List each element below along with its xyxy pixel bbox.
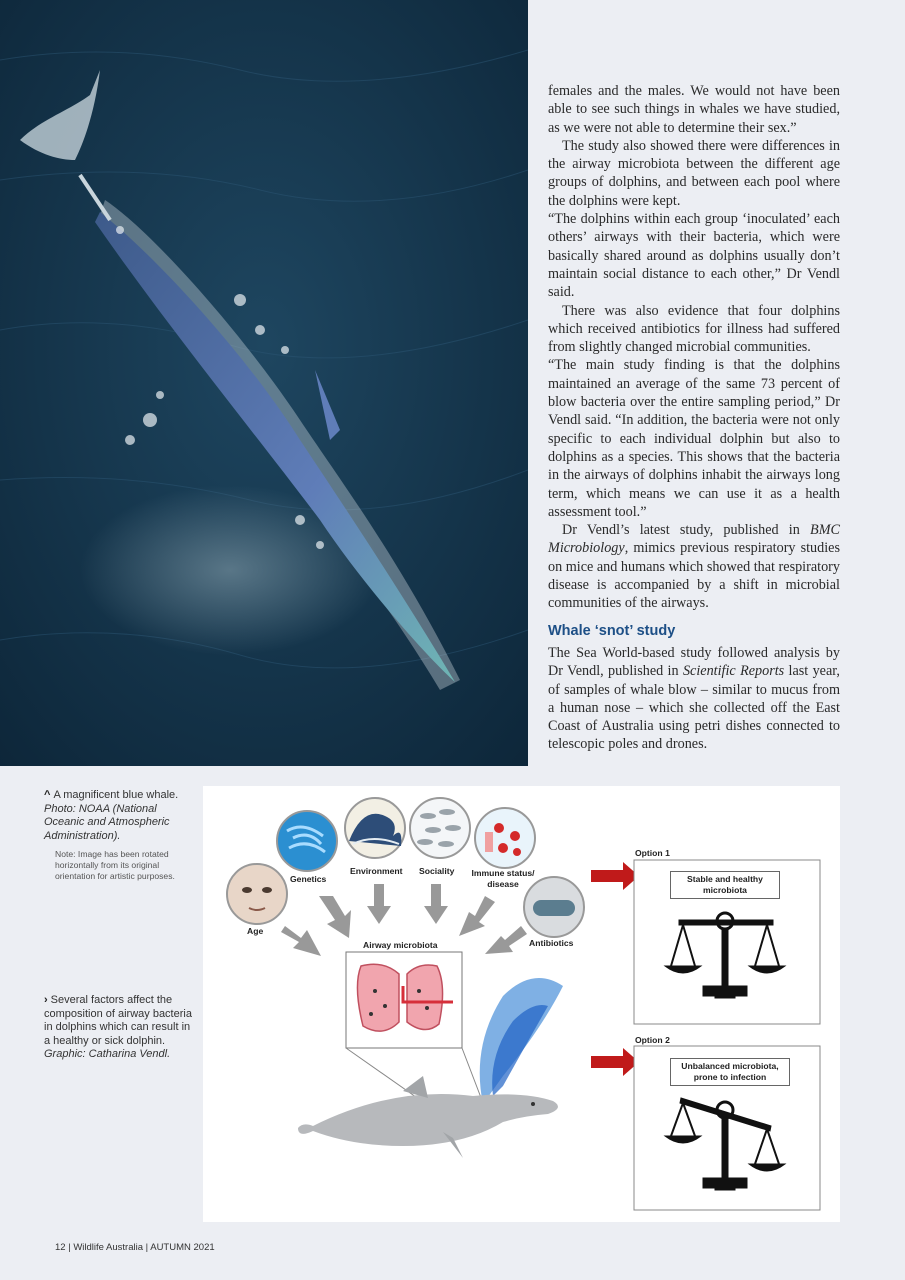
blow-plume-icon <box>480 978 563 1104</box>
section-heading: Whale ‘snot’ study <box>548 622 676 639</box>
option1-label: Option 1 <box>635 848 670 858</box>
blue-whale-photo <box>0 0 528 766</box>
option1-box: Stable and healthy microbiota <box>670 871 780 899</box>
red-arrow-icon <box>591 1048 639 1076</box>
article-paragraph: “The main study finding is that the dolphins maintained an average of the same 73 percent of blow bacteria over the entire sampling period,” Dr Vendl said. “In addition, the bacteria were not only specific to each individual dolphin but also to dolphins as a species. This shows that the bacteria in the airways of dolphins inhabit the airways long term, which means we can use it as a health assessment tool.” <box>548 357 840 520</box>
environment-label: Environment <box>350 866 403 876</box>
article-paragraph: The study also showed there were differences in the airway microbiota between the different age groups of dolphins, and between each pool where the dolphins were kept. <box>548 137 840 209</box>
age-label: Age <box>247 926 264 936</box>
article-paragraph: “The dolphins within each group ‘inoculated’ each others’ airways with their bacteria, which were basically shared around as dolphins usually don’t maintain social distance to each other,” Dr Vendl said. <box>548 211 840 301</box>
immune-status-label: Immune status/ disease <box>471 868 535 889</box>
image-note: Note: Image has been rotated horizontally from its original orientation for artistic purposes. <box>55 849 175 881</box>
sociality-label: Sociality <box>419 866 455 876</box>
article-paragraph: There was also evidence that four dolphins which received antibiotics for illness had suffered from slightly changed microbial communities. <box>548 302 840 356</box>
article-paragraph: females and the males. We would not have been able to see such things in whales we have studied, as we were not able to determine their sex.” <box>548 83 840 136</box>
genetics-icon <box>277 811 337 871</box>
article-paragraph: Dr Vendl’s latest study, published in BMC Microbiology, mimics previous respiratory studies on mice and humans which showed that respiratory disease is accompanied by a shift in microbial communities of the airways. <box>548 522 840 612</box>
red-arrow-icon <box>591 862 639 890</box>
article-paragraph: The Sea World-based study followed analysis by Dr Vendl, published in Scientific Reports last year, of samples of whale blow – similar to mucus from a human nose – which she collected off the East Coast of Australia using petri dishes connected to telescopic poles and drones. <box>548 644 840 753</box>
article-body <box>548 82 840 754</box>
dolphin-icon <box>298 1076 558 1158</box>
page-footer: 12 | Wildlife Australia | AUTUMN 2021 <box>55 1242 215 1253</box>
photo-caption: ^ A magnificent blue whale. Photo: NOAA (National Oceanic and Atmospheric Administration). <box>44 789 179 842</box>
photo-credit: Photo: NOAA (National Oceanic and Atmospheric Administration). <box>44 802 170 842</box>
chevron-right-icon: › <box>44 994 48 1006</box>
graphic-caption: › Several factors affect the composition of airway bacteria in dolphins which can result in a healthy or sick dolphin. Graphic: Catharina Vendl. <box>44 994 192 1060</box>
airway-microbiota-diagram <box>203 786 840 1222</box>
airway-microbiota-label: Airway microbiota <box>363 940 438 950</box>
environment-icon <box>345 798 405 858</box>
journal-name: BMC Microbiology <box>548 522 840 557</box>
option2-label: Option 2 <box>635 1035 670 1045</box>
age-icon <box>227 864 287 924</box>
caret-up-icon: ^ <box>44 789 51 801</box>
genetics-label: Genetics <box>290 874 327 884</box>
journal-name: Scientific Reports <box>682 663 785 680</box>
antibiotics-label: Antibiotics <box>529 938 574 948</box>
option2-box: Unbalanced microbiota, prone to infection <box>670 1058 790 1086</box>
immune-status-icon <box>475 808 535 868</box>
sociality-icon <box>410 798 470 858</box>
graphic-credit: Graphic: Catharina Vendl. <box>44 1048 171 1060</box>
